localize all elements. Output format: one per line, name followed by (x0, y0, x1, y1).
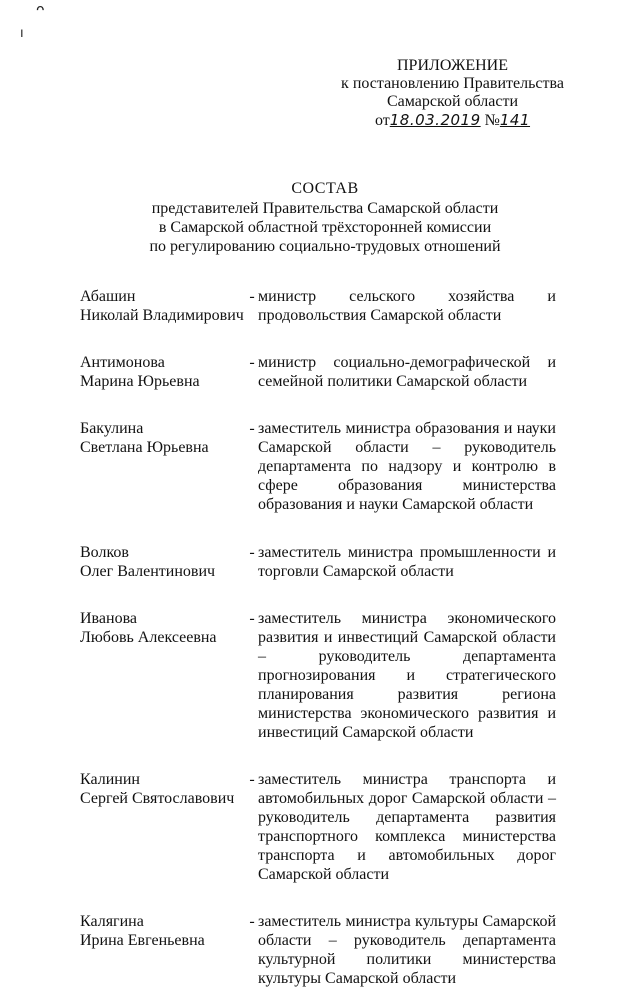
scan-mark-left: ı (20, 26, 24, 41)
heading-line-2: в Самарской областной трёхсторонней комиссии (158, 219, 492, 236)
appendix-title: ПРИЛОЖЕНИЕ (396, 57, 508, 74)
document-heading (115, 179, 535, 256)
member-surname: Волков (80, 544, 129, 561)
member-surname: Калягина (80, 913, 144, 930)
member-given-name: Олег Валентинович (80, 563, 216, 580)
member-name (80, 419, 246, 514)
member-name (80, 912, 246, 988)
appendix-line-2: Самарской области (387, 93, 518, 110)
member-name (80, 609, 246, 742)
member-entry (80, 419, 556, 514)
member-entry (80, 912, 556, 988)
appendix-block (330, 57, 575, 130)
member-entry (80, 353, 556, 391)
member-entry (80, 770, 556, 884)
members-list (80, 287, 556, 988)
appendix-date-line (330, 111, 575, 130)
member-dash: - (249, 420, 255, 437)
date-value: 18.03.2019 (389, 111, 481, 129)
heading-title: СОСТАВ (291, 180, 359, 197)
member-role: заместитель министра экономического развития и инвестиций Самарской области – руководитель департамента прогнозирования и стратегического планирования развития региона министерства экономического развития и инвестиций Самарской области (258, 610, 556, 741)
member-dash: - (249, 544, 255, 561)
number-value: 141 (499, 111, 531, 129)
member-given-name: Николай Владимирович (80, 307, 244, 324)
member-given-name: Марина Юрьевна (80, 373, 200, 390)
member-given-name: Ирина Евгеньевна (80, 932, 205, 949)
member-entry (80, 543, 556, 581)
member-role: заместитель министра культуры Самарской области – руководитель департамента культурной политики министерства культуры Самарской области (258, 913, 556, 987)
member-surname: Иванова (80, 610, 138, 627)
heading-line-3: по регулированию социально-трудовых отношений (149, 238, 501, 255)
member-surname: Бакулина (80, 420, 144, 437)
member-dash: - (249, 771, 255, 788)
member-role: министр социально-демографической и семейной политики Самарской области (258, 354, 556, 390)
member-name (80, 353, 246, 391)
number-prefix: № (484, 112, 500, 129)
member-surname: Абашин (80, 288, 136, 305)
member-dash: - (249, 354, 255, 371)
member-dash: - (249, 913, 255, 930)
member-entry (80, 287, 556, 325)
member-given-name: Сергей Святославович (80, 790, 235, 807)
member-role: заместитель министра транспорта и автомобильных дорог Самарской области – руководитель департамента развития транспортного комплекса министерства транспорта и автомобильных дорог Самарской области (258, 771, 556, 883)
member-dash: - (249, 610, 255, 627)
member-surname: Калинин (80, 771, 140, 788)
member-surname: Антимонова (80, 354, 165, 371)
member-name (80, 543, 246, 581)
appendix-line-1: к постановлению Правительства (341, 75, 564, 92)
member-role: заместитель министра промышленности и торговли Самарской области (258, 544, 556, 580)
member-name (80, 770, 246, 884)
member-given-name: Любовь Алексеевна (80, 629, 217, 646)
member-dash: - (249, 288, 255, 305)
member-name (80, 287, 246, 325)
member-given-name: Светлана Юрьевна (80, 439, 209, 456)
heading-line-1: представителей Правительства Самарской области (151, 200, 499, 217)
member-role: министр сельского хозяйства и продовольствия Самарской области (258, 288, 556, 324)
member-role: заместитель министра образования и науки Самарской области – руководитель департамента по надзору и контролю в сфере образования министерства образования и науки Самарской области (258, 420, 556, 513)
member-entry (80, 609, 556, 742)
scan-mark-top: ᴖ (36, 2, 45, 18)
date-prefix: от (374, 112, 390, 129)
